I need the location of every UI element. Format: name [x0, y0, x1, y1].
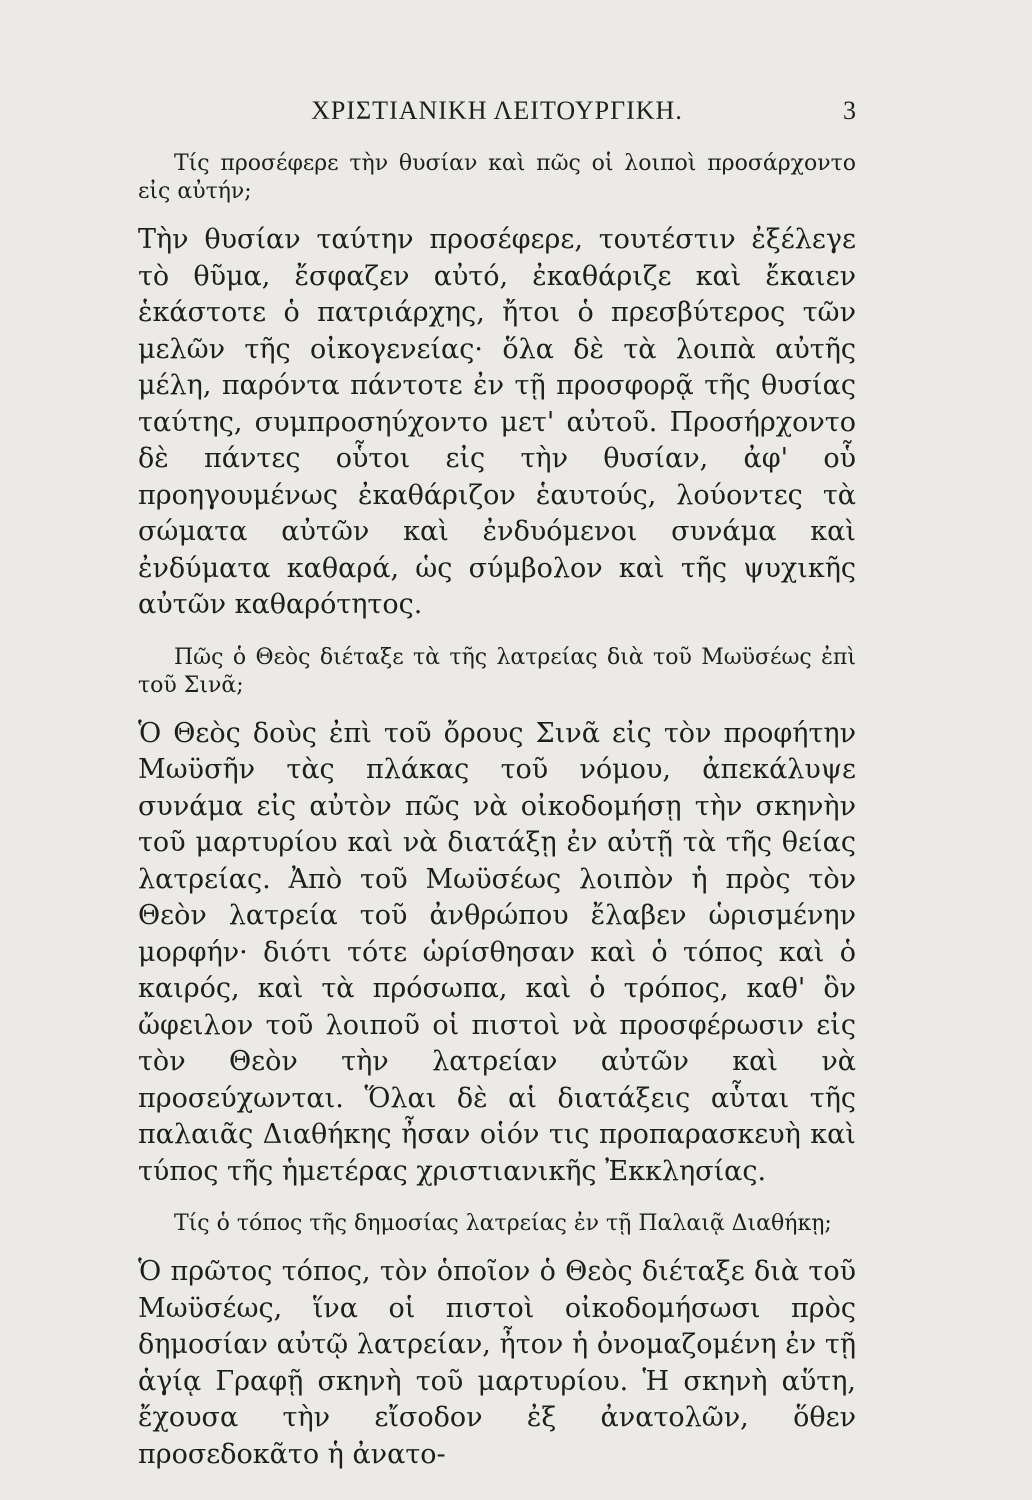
running-title: ΧΡΙΣΤΙΑΝΙΚΗ ΛΕΙΤΟΥΡΓΙΚΗ. — [311, 96, 683, 125]
answer-paragraph: Ὁ Θεὸς δοὺς ἐπὶ τοῦ ὄρους Σινᾶ εἰς τὸν προφήτην Μωϋσῆν τὰς πλάκας τοῦ νόμου, ἀπεκάλυψε συνάμα εἰς αὐτὸν πῶς νὰ οἰκοδομήσῃ τὴν σκηνὴν τοῦ μαρτυρίου καὶ νὰ διατάξῃ ἐν αὐτῇ τὰ τῆς θείας λατρείας. Ἀπὸ τοῦ Μωϋσέως λοιπὸν ἡ πρὸς τὸν Θεὸν λατρεία τοῦ ἀνθρώπου ἔλαβεν ὡρισμένην μορφήν· διότι τότε ὡρίσθησαν καὶ ὁ τόπος καὶ ὁ καιρός, καὶ τὰ πρόσωπα, καὶ ὁ τρόπος, καθ' ὃν ὤφειλον τοῦ λοιποῦ οἱ πιστοὶ νὰ προσφέρωσιν εἰς τὸν Θεὸν τὴν λατρείαν αὐτῶν καὶ νὰ προσεύχωνται. Ὅλαι δὲ αἱ διατάξεις αὗται τῆς παλαιᾶς Διαθήκης ἦσαν οἱόν τις προπαρασκευὴ καὶ τύπος τῆς ἡμετέρας χριστιανικῆς Ἐκκλησίας. — [138, 717, 856, 1187]
running-header — [138, 96, 856, 136]
answer-paragraph: Τὴν θυσίαν ταύτην προσέφερε, τουτέστιν ἐξέλεγε τὸ θῦμα, ἔσφαζεν αὐτό, ἐκαθάριζε καὶ ἔκαιεν ἑκάστοτε ὁ πατριάρχης, ἤτοι ὁ πρεσβύτερος τῶν μελῶν τῆς οἰκογενείας· ὅλα δὲ τὰ λοιπὰ αὐτῆς μέλη, παρόντα πάντοτε ἐν τῇ προσφορᾷ τῆς θυσίας ταύτης, συμπροσηύχοντο μετ' αὐτοῦ. Προσήρχοντο δὲ πάντες οὗτοι εἰς τὴν θυσίαν, ἀφ' οὗ προηγουμένως ἐκαθάριζον ἑαυτούς, λούοντες τὰ σώματα αὐτῶν καὶ ἐνδυόμενοι συνάμα καὶ ἐνδύματα καθαρά, ὡς σύμβολον καὶ τῆς ψυχικῆς αὐτῶν καθαρότητος. — [138, 224, 856, 620]
question-paragraph: Τίς ὁ τόπος τῆς δημοσίας λατρείας ἐν τῇ Παλαιᾷ Διαθήκῃ; — [174, 1211, 832, 1236]
question-paragraph: Τίς προσέφερε τὴν θυσίαν καὶ πῶς οἱ λοιποὶ προσάρχοντο εἰς αὐτήν; — [138, 151, 856, 204]
question-paragraph: Πῶς ὁ Θεὸς διέταξε τὰ τῆς λατρείας διὰ τοῦ Μωϋσέως ἐπὶ τοῦ Σινᾶ; — [138, 644, 856, 698]
answer-paragraph: Ὁ πρῶτος τόπος, τὸν ὁποῖον ὁ Θεὸς διέταξε διὰ τοῦ Μωϋσέως, ἵνα οἱ πιστοὶ οἰκοδομήσωσι πρὸς δημοσίαν αὐτῷ λατρείαν, ἦτον ἡ ὀνομαζομένη ἐν τῇ ἁγίᾳ Γραφῇ σκηνὴ τοῦ μαρτυρίου. Ἡ σκηνὴ αὕτη, ἔχουσα τὴν εἴσοδον ἐξ ἀνατολῶν, ὅθεν προσεδοκᾶτο ἡ ἀνατο- — [138, 1256, 856, 1470]
page-number: 3 — [843, 96, 856, 125]
page-text — [138, 150, 856, 1493]
